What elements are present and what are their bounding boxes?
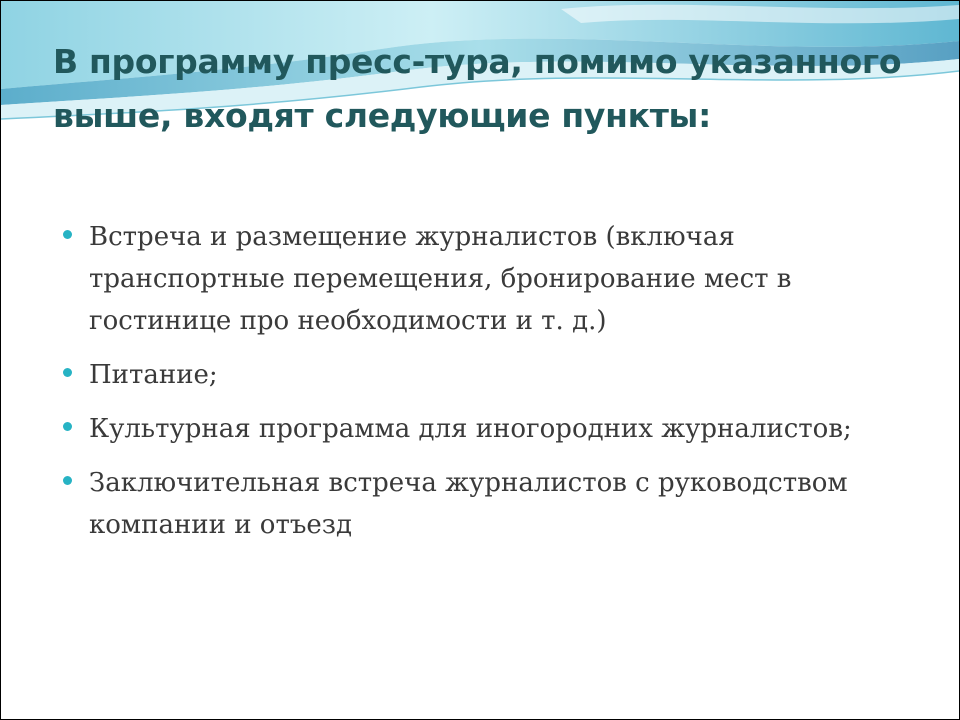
list-item [63, 216, 883, 342]
list-item [63, 408, 883, 450]
list-item-text: Питание; [89, 360, 218, 390]
bullet-dot-icon [63, 230, 72, 239]
list-item-text: Культурная программа для иногородних журналистов; [89, 414, 852, 444]
list-item-text: Заключительная встреча журналистов с руководством компании и отъезд [89, 468, 848, 540]
slide [1, 1, 959, 719]
list-item [63, 462, 883, 546]
list-item [63, 354, 883, 396]
bullet-list [63, 216, 883, 558]
slide-title: В программу пресс-тура, помимо указанного выше, входят следующие пункты: [53, 42, 902, 135]
list-item-text: Встреча и размещение журналистов (включая транспортные перемещения, бронирование мест в гостинице про необходимости и т. д.) [89, 222, 792, 336]
bullet-dot-icon [63, 422, 72, 431]
bullet-dot-icon [63, 368, 72, 377]
bullet-dot-icon [63, 476, 72, 485]
